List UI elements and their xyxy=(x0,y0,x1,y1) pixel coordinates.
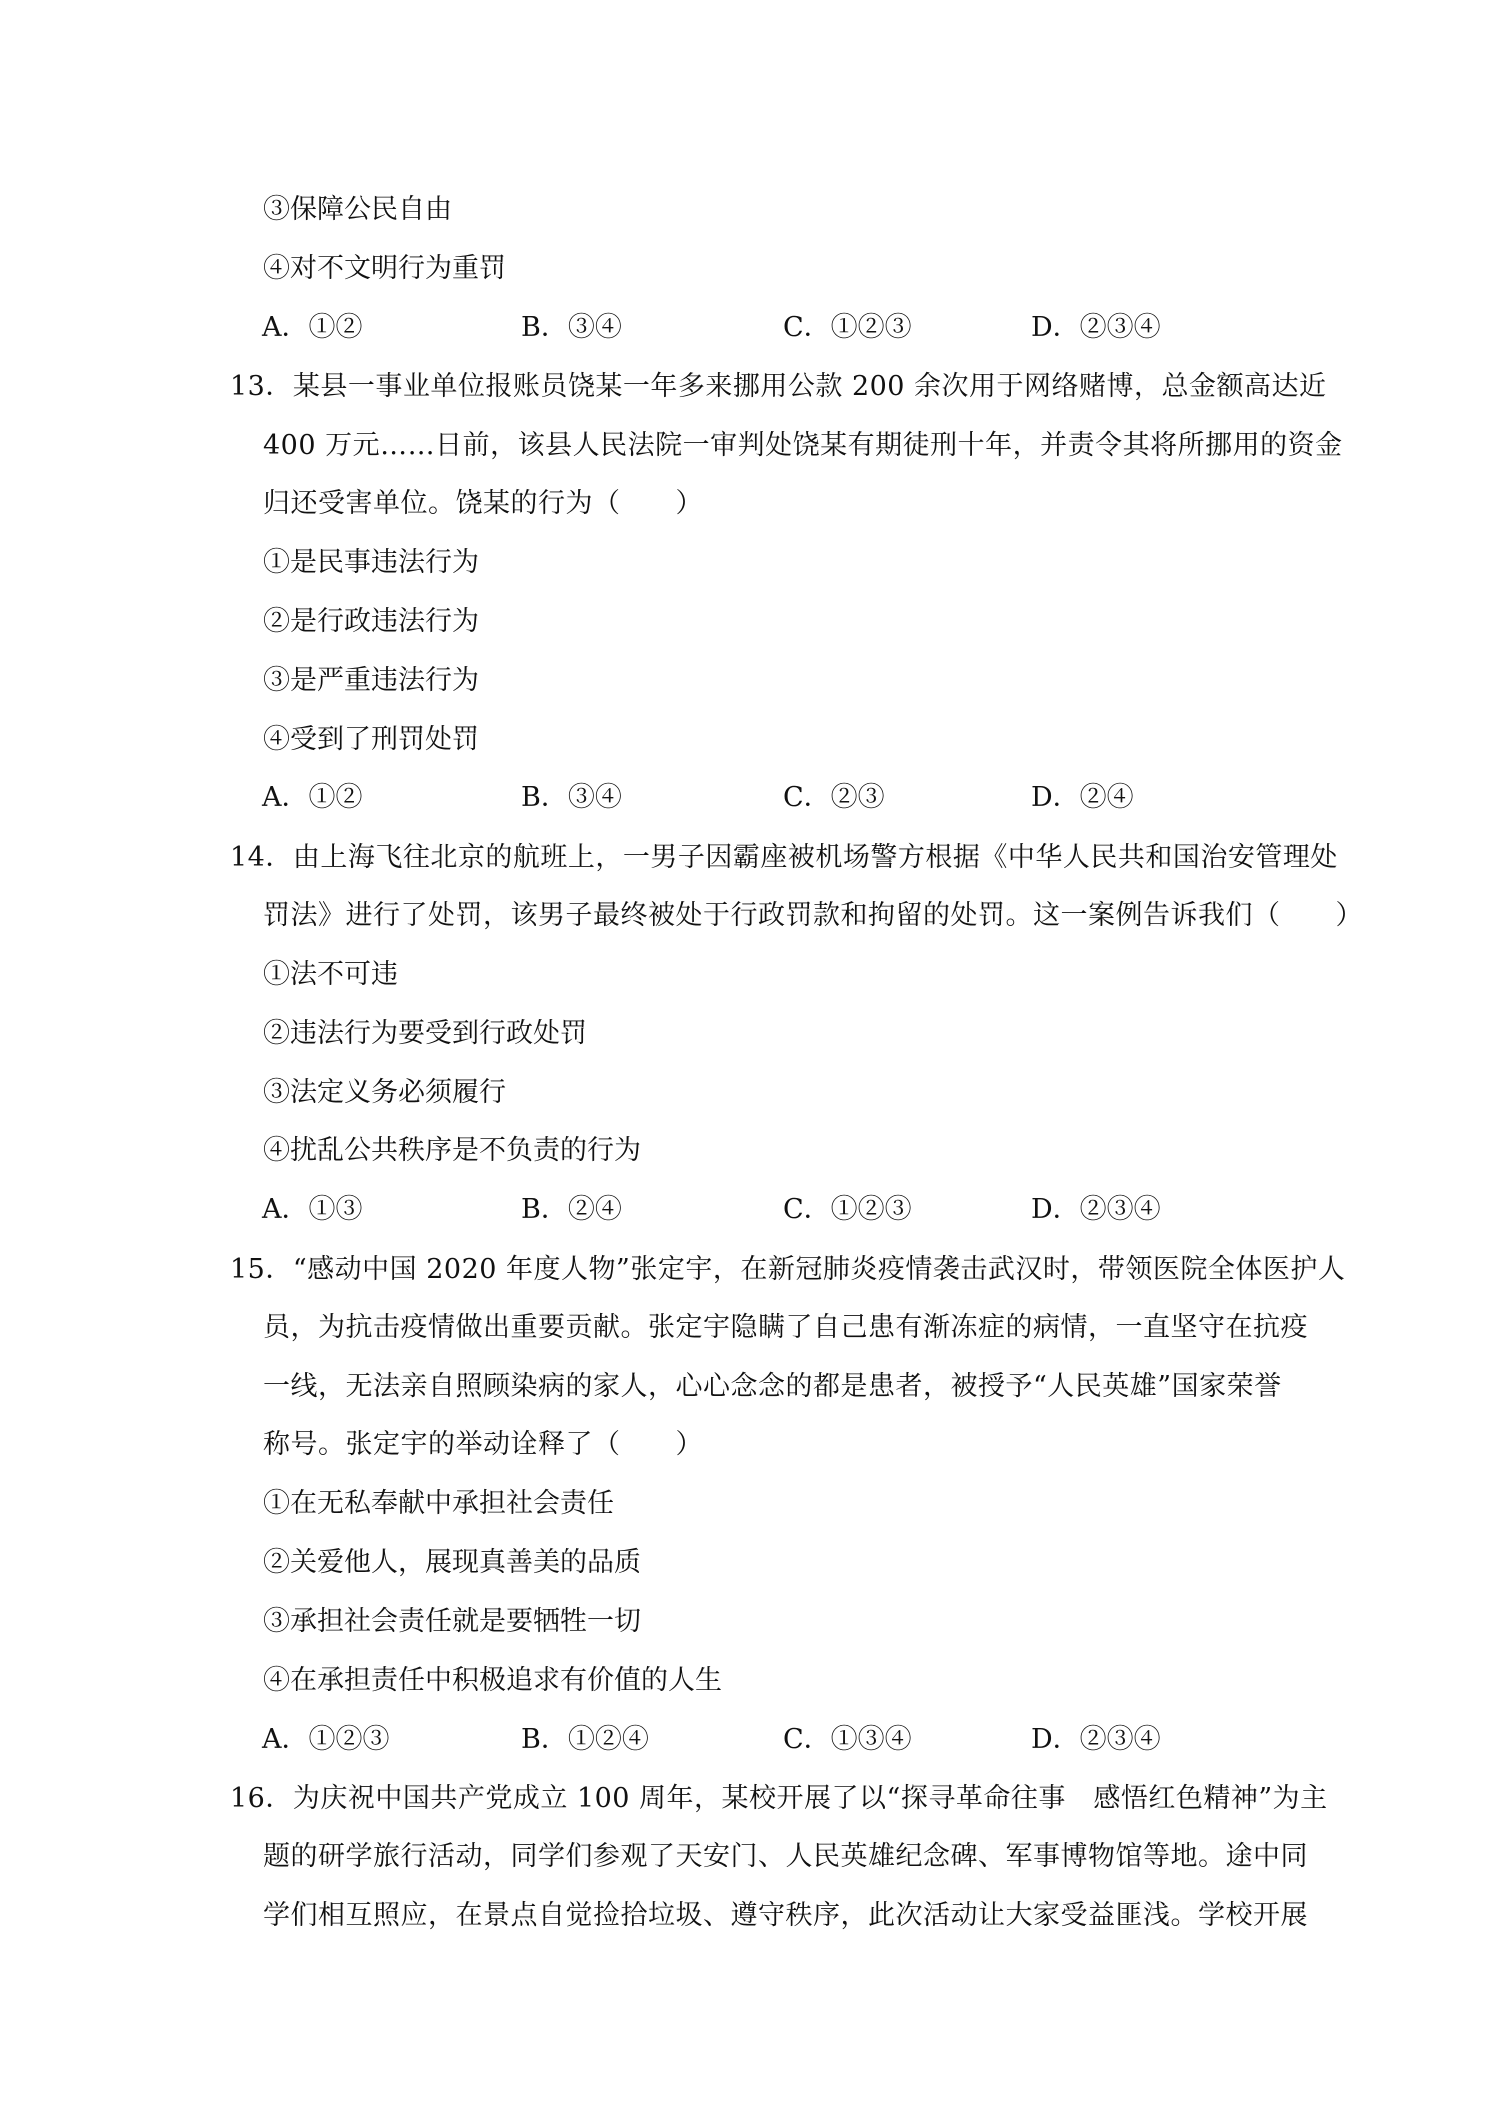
q13-option-c[interactable]: C．②③ xyxy=(783,782,885,813)
q16-stem-line-2: 题的研学旅行活动，同学们参观了天安门、人民英雄纪念碑、军事博物馆等地。途中同 xyxy=(263,1841,1308,1872)
q13-statement-4: ④受到了刑罚处罚 xyxy=(263,724,479,755)
q14-statement-2: ②违法行为要受到行政处罚 xyxy=(263,1018,587,1049)
q14-stem-line-2: 罚法》进行了处罚，该男子最终被处于行政罚款和拘留的处罚。这一案例告诉我们（ ） xyxy=(263,900,1363,931)
q13-stem-line-1: 13．某县一事业单位报账员饶某一年多来挪用公款 200 余次用于网络赌博，总金额高达近 xyxy=(230,371,1327,402)
q15-option-b[interactable]: B．①②④ xyxy=(521,1724,649,1755)
q15-stem-line-4: 称号。张定宇的举动诠释了（ ） xyxy=(263,1429,703,1460)
q16-stem-line-1: 16．为庆祝中国共产党成立 100 周年，某校开展了以“探寻革命往事 感悟红色精神”为主 xyxy=(230,1783,1328,1814)
q14-option-a[interactable]: A．①③ xyxy=(262,1194,363,1225)
q12-option-b[interactable]: B．③④ xyxy=(521,312,622,343)
q16-stem-line-3: 学们相互照应，在景点自觉捡拾垃圾、遵守秩序，此次活动让大家受益匪浅。学校开展 xyxy=(263,1900,1308,1931)
q15-statement-2: ②关爱他人，展现真善美的品质 xyxy=(263,1547,641,1578)
q13-statement-2: ②是行政违法行为 xyxy=(263,606,479,637)
q12-option-d[interactable]: D．②③④ xyxy=(1031,312,1161,343)
q15-stem-line-1: 15．“感动中国 2020 年度人物”张定宇，在新冠肺炎疫情袭击武汉时，带领医院全体医护人 xyxy=(230,1254,1346,1285)
q12-statement-3: ③保障公民自由 xyxy=(263,194,452,225)
q14-statement-4: ④扰乱公共秩序是不负责的行为 xyxy=(263,1135,641,1166)
q13-option-b[interactable]: B．③④ xyxy=(521,782,622,813)
q12-option-a[interactable]: A．①② xyxy=(262,312,363,343)
q15-option-c[interactable]: C．①③④ xyxy=(783,1724,912,1755)
q13-stem-line-3: 归还受害单位。饶某的行为（ ） xyxy=(263,488,703,519)
q15-option-a[interactable]: A．①②③ xyxy=(262,1724,390,1755)
q14-stem-line-1: 14．由上海飞往北京的航班上，一男子因霸座被机场警方根据《中华人民共和国治安管理处 xyxy=(230,842,1338,873)
q15-stem-line-2: 员，为抗击疫情做出重要贡献。张定宇隐瞒了自己患有渐冻症的病情，一直坚守在抗疫 xyxy=(263,1312,1308,1343)
q13-statement-1: ①是民事违法行为 xyxy=(263,547,479,578)
q13-option-a[interactable]: A．①② xyxy=(262,782,363,813)
q14-option-d[interactable]: D．②③④ xyxy=(1031,1194,1161,1225)
q14-statement-1: ①法不可违 xyxy=(263,959,398,990)
q15-statement-4: ④在承担责任中积极追求有价值的人生 xyxy=(263,1665,722,1696)
q14-option-b[interactable]: B．②④ xyxy=(521,1194,622,1225)
q12-option-c[interactable]: C．①②③ xyxy=(783,312,912,343)
q15-stem-line-3: 一线，无法亲自照顾染病的家人，心心念念的都是患者，被授予“人民英雄”国家荣誉 xyxy=(263,1371,1282,1402)
q13-option-d[interactable]: D．②④ xyxy=(1031,782,1134,813)
q15-option-d[interactable]: D．②③④ xyxy=(1031,1724,1161,1755)
q14-statement-3: ③法定义务必须履行 xyxy=(263,1077,506,1108)
q14-option-c[interactable]: C．①②③ xyxy=(783,1194,912,1225)
q15-statement-1: ①在无私奉献中承担社会责任 xyxy=(263,1488,614,1519)
q13-statement-3: ③是严重违法行为 xyxy=(263,665,479,696)
q15-statement-3: ③承担社会责任就是要牺牲一切 xyxy=(263,1606,641,1637)
q12-statement-4: ④对不文明行为重罚 xyxy=(263,253,506,284)
q13-stem-line-2: 400 万元……日前，该县人民法院一审判处饶某有期徒刑十年，并责令其将所挪用的资金 xyxy=(263,430,1343,461)
